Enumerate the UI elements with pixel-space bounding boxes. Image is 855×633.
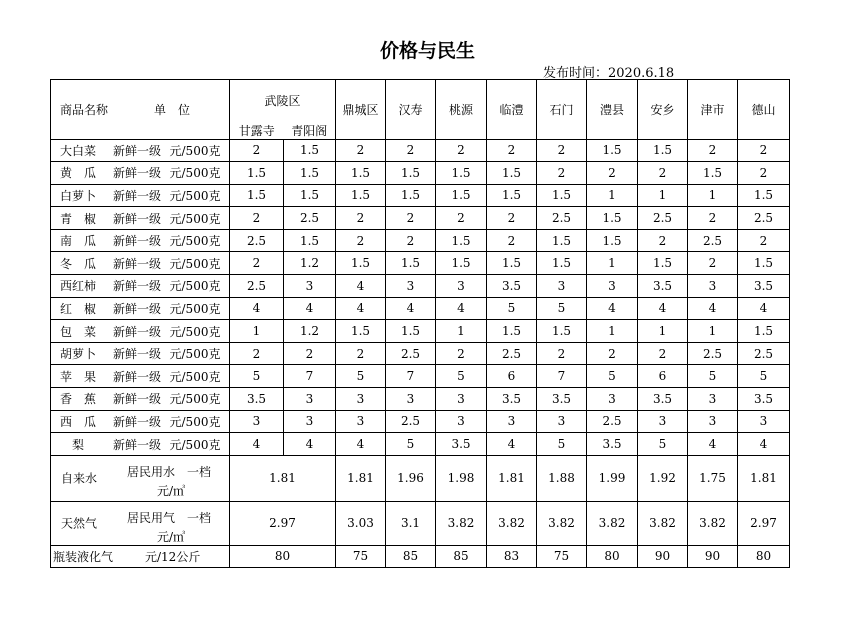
price-cell: 1.5 [587, 229, 638, 252]
product-grade: 新鲜一级 [112, 414, 161, 429]
price-cell: 3.03 [336, 501, 386, 545]
product-unit: 元/500克 [169, 437, 221, 452]
price-cell: 2.5 [230, 275, 284, 298]
header-product-name: 商品名称 [59, 102, 108, 117]
price-cell: 1.5 [487, 320, 537, 343]
utility-cell [51, 455, 230, 501]
price-cell: 1.5 [537, 320, 587, 343]
price-cell: 2.97 [230, 501, 336, 545]
price-cell: 1.5 [738, 252, 790, 275]
price-cell: 1.5 [386, 252, 436, 275]
price-cell: 1.5 [587, 207, 638, 230]
price-cell: 2 [537, 162, 587, 185]
price-cell: 3 [688, 410, 738, 433]
price-cell: 4 [336, 275, 386, 298]
utility-label [51, 456, 229, 501]
product-unit: 元/500克 [169, 166, 221, 181]
price-cell: 3.5 [436, 433, 487, 456]
price-cell: 3.82 [436, 501, 487, 545]
price-cell: 2 [688, 139, 738, 162]
price-cell: 2.5 [688, 229, 738, 252]
price-cell: 2 [487, 207, 537, 230]
price-cell: 2 [688, 207, 738, 230]
price-cell: 80 [230, 545, 336, 567]
price-cell: 4 [487, 433, 537, 456]
price-cell: 1.99 [587, 455, 638, 501]
price-cell: 2.5 [487, 342, 537, 365]
product-unit: 元/500克 [169, 256, 221, 271]
price-cell: 3 [688, 388, 738, 411]
price-cell: 2.5 [284, 207, 336, 230]
price-cell: 1.81 [336, 455, 386, 501]
product-unit: 元/500克 [169, 143, 221, 158]
utility-row [51, 455, 790, 501]
price-cell: 2.5 [587, 410, 638, 433]
utility-label [51, 502, 229, 545]
product-grade: 新鲜一级 [112, 211, 161, 226]
price-cell: 1.81 [738, 455, 790, 501]
price-cell: 2.5 [537, 207, 587, 230]
page-title: 价格与民生 [379, 40, 475, 62]
price-cell: 90 [688, 545, 738, 567]
product-name: 胡萝卜 [59, 347, 96, 362]
price-cell: 4 [336, 297, 386, 320]
product-unit: 元/500克 [169, 211, 221, 226]
price-cell: 3 [386, 275, 436, 298]
lpg-row [51, 545, 790, 567]
utility-unit: 元/㎥ [157, 529, 186, 544]
header-region: 鼎城区 [336, 80, 386, 140]
price-cell: 1.5 [436, 162, 487, 185]
price-cell: 5 [386, 433, 436, 456]
price-cell: 2 [230, 252, 284, 275]
price-cell: 1.5 [688, 162, 738, 185]
price-cell: 2 [638, 162, 688, 185]
price-cell: 5 [587, 365, 638, 388]
price-cell: 2 [638, 342, 688, 365]
table-row [51, 252, 790, 275]
price-cell: 1 [436, 320, 487, 343]
price-cell: 1.2 [284, 320, 336, 343]
table-row [51, 388, 790, 411]
utility-cell [51, 501, 230, 545]
price-cell: 4 [638, 297, 688, 320]
price-cell: 85 [436, 545, 487, 567]
price-cell: 3 [688, 275, 738, 298]
price-cell: 4 [386, 297, 436, 320]
header-region: 石门 [537, 80, 587, 140]
price-cell: 2 [230, 139, 284, 162]
product-unit: 元/500克 [169, 301, 221, 316]
price-cell: 2 [230, 342, 284, 365]
price-cell: 3.5 [638, 388, 688, 411]
price-cell: 1.5 [537, 184, 587, 207]
price-cell: 4 [336, 433, 386, 456]
product-cell [51, 207, 230, 230]
header-wuling: 武陵区 [230, 80, 336, 122]
header-ganlusi: 甘露寺 [230, 122, 284, 140]
price-cell: 2 [230, 207, 284, 230]
product-unit: 元/500克 [169, 279, 221, 294]
product-name: 西 瓜 [59, 414, 96, 429]
product-unit: 元/500克 [169, 369, 221, 384]
utility-row [51, 501, 790, 545]
header-region: 津市 [688, 80, 738, 140]
price-cell: 4 [688, 433, 738, 456]
price-cell: 2.5 [638, 207, 688, 230]
price-cell: 90 [638, 545, 688, 567]
product-grade: 新鲜一级 [112, 437, 161, 452]
price-cell: 4 [738, 433, 790, 456]
price-table [50, 79, 790, 568]
price-cell: 2 [436, 342, 487, 365]
utility-unit: 元/㎥ [157, 483, 186, 498]
product-name: 南 瓜 [59, 234, 96, 249]
price-cell: 4 [230, 297, 284, 320]
table-row [51, 162, 790, 185]
product-grade: 新鲜一级 [112, 188, 161, 203]
price-cell: 3 [537, 275, 587, 298]
price-cell: 7 [386, 365, 436, 388]
product-grade: 新鲜一级 [112, 256, 161, 271]
price-cell: 5 [436, 365, 487, 388]
price-cell: 2 [386, 207, 436, 230]
price-cell: 2 [336, 207, 386, 230]
price-cell: 3.5 [638, 275, 688, 298]
product-cell [51, 297, 230, 320]
price-cell: 1.75 [688, 455, 738, 501]
product-unit: 元/500克 [169, 234, 221, 249]
price-cell: 2 [688, 252, 738, 275]
table-row [51, 139, 790, 162]
price-cell: 4 [284, 433, 336, 456]
price-cell: 1.5 [386, 320, 436, 343]
publish-date: 发布时间：2020.6.18 [543, 66, 675, 81]
product-cell [51, 252, 230, 275]
price-cell: 6 [487, 365, 537, 388]
product-cell [51, 410, 230, 433]
table-row [51, 184, 790, 207]
price-cell: 1.5 [738, 320, 790, 343]
price-cell: 1.92 [638, 455, 688, 501]
product-cell [51, 229, 230, 252]
price-cell: 2 [436, 139, 487, 162]
header-region: 德山 [738, 80, 790, 140]
price-cell: 83 [487, 545, 537, 567]
price-cell: 5 [688, 365, 738, 388]
price-cell: 1.5 [436, 252, 487, 275]
table-row [51, 297, 790, 320]
price-cell: 2.5 [386, 342, 436, 365]
product-cell [51, 388, 230, 411]
price-cell: 75 [537, 545, 587, 567]
price-cell: 1.81 [230, 455, 336, 501]
price-cell: 4 [284, 297, 336, 320]
price-cell: 2 [284, 342, 336, 365]
product-grade: 新鲜一级 [112, 347, 161, 362]
header-product-unit [51, 80, 230, 140]
header-region: 桃源 [436, 80, 487, 140]
lpg-unit: 元/12公斤 [145, 549, 201, 564]
price-cell: 3.5 [487, 388, 537, 411]
price-cell: 1.2 [284, 252, 336, 275]
price-cell: 1.5 [487, 252, 537, 275]
price-cell: 1.5 [738, 184, 790, 207]
price-cell: 1.5 [284, 162, 336, 185]
price-cell: 1 [688, 184, 738, 207]
price-cell: 1.5 [386, 184, 436, 207]
price-cell: 1 [688, 320, 738, 343]
product-grade: 新鲜一级 [112, 369, 161, 384]
header-region: 安乡 [638, 80, 688, 140]
table-row [51, 320, 790, 343]
price-cell: 3 [638, 410, 688, 433]
price-cell: 1.5 [230, 184, 284, 207]
price-cell: 1.5 [537, 229, 587, 252]
price-cell: 1.5 [284, 139, 336, 162]
price-cell: 80 [587, 545, 638, 567]
price-cell: 3.82 [587, 501, 638, 545]
price-cell: 2 [738, 139, 790, 162]
header-qingyangge: 青阳阁 [284, 122, 336, 140]
price-cell: 1.88 [537, 455, 587, 501]
product-name: 冬 瓜 [59, 256, 96, 271]
price-cell: 1.5 [336, 320, 386, 343]
product-name: 香 蕉 [59, 392, 96, 407]
price-cell: 3.5 [230, 388, 284, 411]
table-row [51, 275, 790, 298]
product-name: 梨 [71, 437, 84, 452]
price-cell: 2 [386, 139, 436, 162]
product-unit: 元/500克 [169, 414, 221, 429]
price-cell: 2.97 [738, 501, 790, 545]
table-row [51, 433, 790, 456]
price-cell: 4 [738, 297, 790, 320]
price-cell: 3.5 [487, 275, 537, 298]
price-cell: 1.5 [487, 184, 537, 207]
header-unit: 单 位 [153, 102, 190, 117]
price-cell: 1 [230, 320, 284, 343]
price-cell: 5 [638, 433, 688, 456]
price-cell: 5 [336, 365, 386, 388]
price-cell: 1 [587, 320, 638, 343]
price-cell: 1.5 [487, 162, 537, 185]
price-cell: 1.5 [230, 162, 284, 185]
utility-name: 自来水 [61, 471, 98, 486]
price-cell: 1.5 [537, 252, 587, 275]
price-cell: 2.5 [386, 410, 436, 433]
price-cell: 1.5 [436, 229, 487, 252]
price-cell: 4 [688, 297, 738, 320]
price-cell: 3.5 [738, 388, 790, 411]
product-cell [51, 342, 230, 365]
table-row [51, 207, 790, 230]
price-cell: 3 [336, 410, 386, 433]
price-cell: 2 [738, 162, 790, 185]
price-cell: 3 [436, 275, 487, 298]
price-cell: 1 [638, 320, 688, 343]
price-cell: 1.5 [436, 184, 487, 207]
price-cell: 2 [638, 229, 688, 252]
price-cell: 3 [284, 388, 336, 411]
price-cell: 5 [738, 365, 790, 388]
product-grade: 新鲜一级 [112, 279, 161, 294]
price-cell: 80 [738, 545, 790, 567]
price-cell: 2 [487, 229, 537, 252]
price-cell: 1.5 [336, 162, 386, 185]
product-grade: 新鲜一级 [112, 166, 161, 181]
price-cell: 3 [738, 410, 790, 433]
price-cell: 1 [587, 252, 638, 275]
product-name: 包 菜 [59, 324, 96, 339]
product-cell [51, 320, 230, 343]
price-cell: 2 [587, 162, 638, 185]
price-cell: 3 [230, 410, 284, 433]
product-unit: 元/500克 [169, 324, 221, 339]
lpg-cell [51, 545, 230, 567]
product-cell [51, 139, 230, 162]
price-cell: 2 [336, 229, 386, 252]
price-cell: 1.5 [284, 184, 336, 207]
product-grade: 新鲜一级 [112, 143, 161, 158]
product-cell [51, 162, 230, 185]
price-cell: 1.81 [487, 455, 537, 501]
price-cell: 2 [537, 342, 587, 365]
price-cell: 1.5 [587, 139, 638, 162]
product-unit: 元/500克 [169, 188, 221, 203]
table-row [51, 410, 790, 433]
product-unit: 元/500克 [169, 347, 221, 362]
product-name: 苹 果 [59, 369, 96, 384]
product-unit: 元/500克 [169, 392, 221, 407]
utility-name: 天然气 [61, 516, 98, 531]
table-row [51, 229, 790, 252]
price-cell: 2.5 [230, 229, 284, 252]
price-cell: 1.5 [638, 139, 688, 162]
price-cell: 1 [587, 184, 638, 207]
price-cell: 2.5 [738, 207, 790, 230]
utility-desc: 居民用气 一档 [127, 510, 212, 525]
price-cell: 3 [537, 410, 587, 433]
header-region: 临澧 [487, 80, 537, 140]
product-cell [51, 184, 230, 207]
price-cell: 1.5 [638, 252, 688, 275]
price-cell: 3 [336, 388, 386, 411]
product-grade: 新鲜一级 [112, 234, 161, 249]
price-cell: 5 [487, 297, 537, 320]
product-name: 白萝卜 [59, 188, 96, 203]
price-cell: 1.98 [436, 455, 487, 501]
price-cell: 2.5 [688, 342, 738, 365]
price-cell: 2 [386, 229, 436, 252]
product-cell [51, 365, 230, 388]
product-name: 西红柿 [59, 279, 96, 294]
price-cell: 4 [587, 297, 638, 320]
price-cell: 2 [336, 139, 386, 162]
table-row [51, 365, 790, 388]
price-cell: 3 [436, 388, 487, 411]
product-cell [51, 275, 230, 298]
price-cell: 1.96 [386, 455, 436, 501]
price-cell: 2 [436, 207, 487, 230]
price-cell: 3 [487, 410, 537, 433]
price-cell: 3.1 [386, 501, 436, 545]
price-cell: 85 [386, 545, 436, 567]
price-cell: 3 [587, 388, 638, 411]
product-name: 大白菜 [59, 143, 96, 158]
product-cell [51, 433, 230, 456]
price-cell: 3.82 [638, 501, 688, 545]
price-cell: 3.82 [537, 501, 587, 545]
price-cell: 3.82 [487, 501, 537, 545]
table-row [51, 342, 790, 365]
price-cell: 5 [537, 433, 587, 456]
product-name: 青 椒 [59, 211, 96, 226]
utility-desc: 居民用水 一档 [127, 464, 212, 479]
price-cell: 1 [638, 184, 688, 207]
price-cell: 3 [386, 388, 436, 411]
price-cell: 3 [284, 410, 336, 433]
product-grade: 新鲜一级 [112, 301, 161, 316]
price-cell: 5 [537, 297, 587, 320]
price-cell: 3.5 [537, 388, 587, 411]
price-cell: 7 [537, 365, 587, 388]
header-region: 澧县 [587, 80, 638, 140]
price-cell: 1.5 [284, 229, 336, 252]
price-cell: 2 [738, 229, 790, 252]
price-cell: 75 [336, 545, 386, 567]
price-cell: 4 [436, 297, 487, 320]
product-name: 红 椒 [59, 301, 96, 316]
price-cell: 2 [336, 342, 386, 365]
price-cell: 2.5 [738, 342, 790, 365]
price-cell: 3.5 [738, 275, 790, 298]
header-region: 汉寿 [386, 80, 436, 140]
price-cell: 1.5 [336, 252, 386, 275]
price-cell: 1.5 [336, 184, 386, 207]
price-cell: 3 [284, 275, 336, 298]
price-cell: 4 [230, 433, 284, 456]
price-cell: 3.5 [587, 433, 638, 456]
price-cell: 3.82 [688, 501, 738, 545]
price-cell: 6 [638, 365, 688, 388]
product-grade: 新鲜一级 [112, 324, 161, 339]
product-name: 黄 瓜 [59, 166, 96, 181]
price-cell: 2 [537, 139, 587, 162]
price-cell: 3 [436, 410, 487, 433]
price-cell: 2 [487, 139, 537, 162]
lpg-name: 瓶装液化气 [53, 549, 114, 564]
price-cell: 7 [284, 365, 336, 388]
price-cell: 5 [230, 365, 284, 388]
product-grade: 新鲜一级 [112, 392, 161, 407]
price-cell: 3 [587, 275, 638, 298]
price-cell: 1.5 [386, 162, 436, 185]
price-cell: 2 [587, 342, 638, 365]
